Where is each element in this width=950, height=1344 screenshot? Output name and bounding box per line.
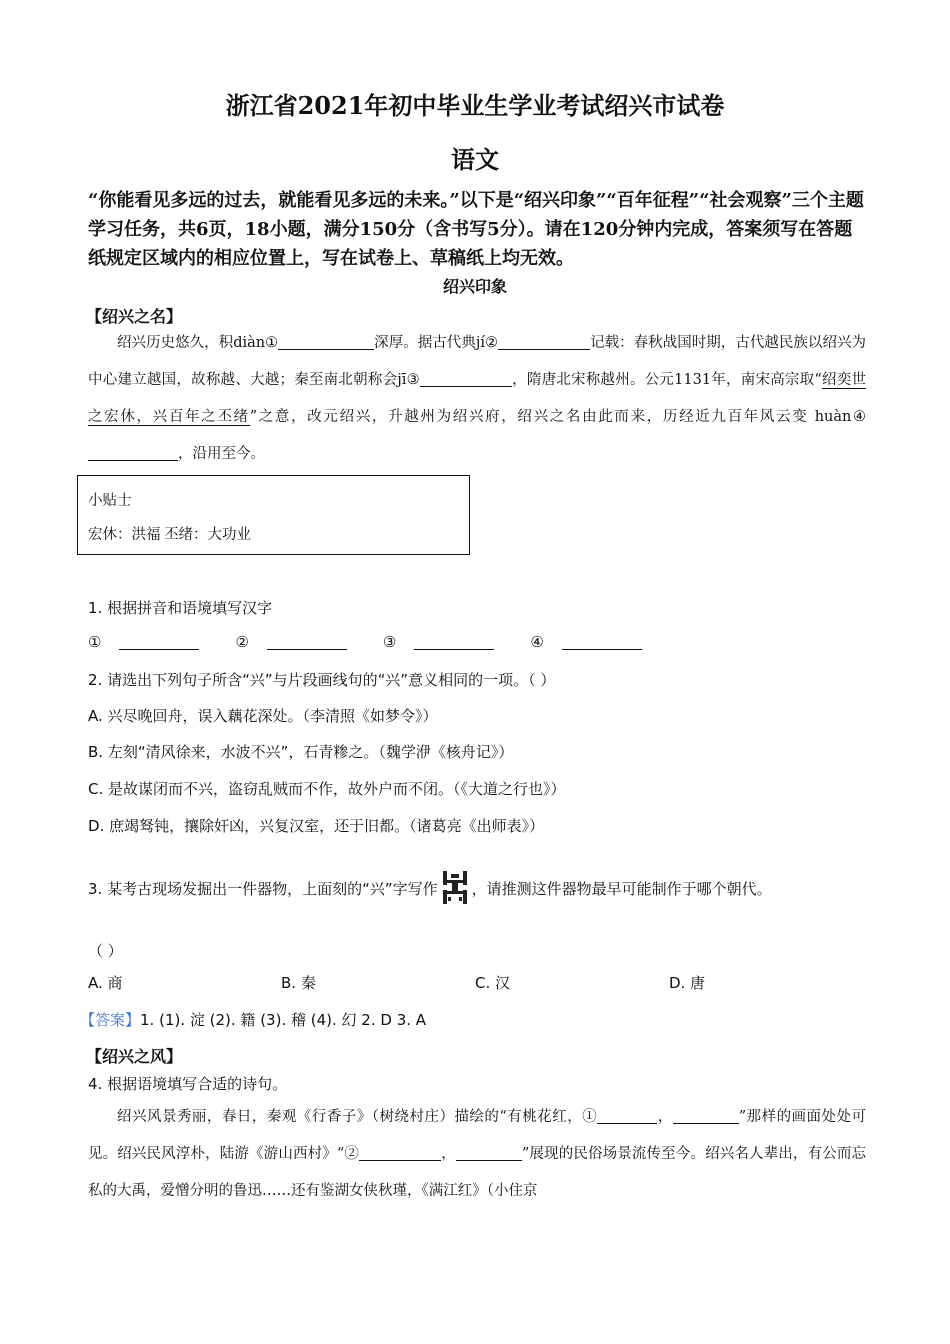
emphasized-xing: 兴 [152,409,169,425]
question-1-stem: 1. 根据拼音和语境填写汉字 [88,599,273,617]
question-3-paren: （ ） [88,942,123,960]
answer-text: 1. (1). 淀 (2). 籍 (3). 稽 (4). 幻 2. D 3. A [140,1011,427,1029]
blank-3[interactable] [420,370,512,387]
answer-tag: 【答案】 [80,1011,141,1029]
tip-title: 小贴士 [88,493,132,509]
blank-2[interactable] [498,333,590,350]
section-heading-wind: 【绍兴之风】 [86,1047,183,1066]
poem-blank-3[interactable] [359,1144,441,1161]
blank-1[interactable] [278,333,374,350]
poem-blank-1[interactable] [597,1107,657,1124]
blank-4[interactable] [88,444,178,461]
answer-blank-3[interactable]: ③ [383,633,512,651]
poem-blank-2[interactable] [673,1107,739,1124]
subject-title: 语文 [451,145,499,174]
exam-title: 浙江省2021年初中毕业生学业考试绍兴市试卷 [225,91,725,120]
underlined-sentence-1: 绍奕世之宏休， [88,372,866,425]
tip-box [77,475,470,555]
section-heading-name: 【绍兴之名】 [86,307,183,326]
answer-blank-2[interactable]: ② [235,633,364,651]
question-3-option-b[interactable]: B. 秦 [281,974,316,992]
section2-paragraph: 绍兴风景秀丽，春日，秦观《行香子》（树绕村庄）描绘的“有桃花红，① ， ”那样的画面处处可见。绍兴民风淳朴，陆游《游山西村》“② ， ”展现的民俗场景流传至今。绍兴名人辈出，有公而忘私的大禹，爱憎分明的鲁迅……还有鉴湖女侠秋瑾，《满江红》（小住京 [88,1109,867,1199]
tip-items [88,518,469,552]
question-3-option-d[interactable]: D. 唐 [669,974,706,992]
question-2-stem: 2. 请选出下列句子所含“兴”与片段画线句的“兴”意义相同的一项。（ ） [88,671,556,689]
tip-item-2: 丕绪：大功业 [164,527,251,543]
answer-line [80,1009,426,1030]
question-1-blanks [88,633,678,651]
oracle-bone-xing-icon [438,868,472,906]
question-2-option-c[interactable]: C. 是故谋闭而不兴，盗窃乱贼而不作，故外户而不闭。（《大道之行也》） [88,780,566,798]
tip-item-1: 宏休：洪福 [88,527,161,543]
section1-paragraph: 绍兴历史悠久，积diàn① 深厚。据古代典jí② 记载：春秋战国时期，古代越民族以绍兴为中心建立越国，故称越、大越；秦至南北朝称会jī③ ，隋唐北宋称越州。公元1131年，南宋高宗取“绍奕世之宏休，兴百年之丕绪”之意，改元绍兴，升越州为绍兴府，绍兴之名由此而来，历经近九百年风云变 huàn④，沿用至今。 [88,335,867,462]
question-3-option-a[interactable]: A. 商 [88,974,123,992]
question-2-option-b[interactable]: B. 左刻“清风徐来，水波不兴”，石青糁之。（魏学洢《核舟记》） [88,743,514,761]
intro-paragraph: “你能看见多远的过去，就能看见多远的未来。”以下是“绍兴印象”“百年征程”“社会观察”三个主题学习任务，共6页，18小题，满分150分（含书写5分）。请在120分钟内完成，答案须写在答题纸规定区域内的相应位置上，写在试卷上、草稿纸上均无效。 [88,190,864,269]
answer-blank-4[interactable]: ④ [530,633,659,651]
question-4-stem: 4. 根据语境填写合适的诗句。 [88,1075,288,1093]
question-3-option-c[interactable]: C. 汉 [475,974,511,992]
poem-blank-4[interactable] [456,1144,522,1161]
question-3-stem: 3. 某考古现场发掘出一件器物，上面刻的“兴”字写作 ，请推测这件器物最早可能制作于哪个朝代。 [88,868,878,906]
underlined-sentence-2: 百年之丕绪 [168,409,250,425]
theme-heading: 绍兴印象 [442,277,507,296]
question-2-option-d[interactable]: D. 庶竭驽钝，攘除奸凶，兴复汉室，还于旧都。（诸葛亮《出师表》） [88,817,545,835]
answer-blank-1[interactable]: ① [88,633,217,651]
question-2-option-a[interactable]: A. 兴尽晚回舟，误入藕花深处。（李清照《如梦令》） [88,707,438,725]
